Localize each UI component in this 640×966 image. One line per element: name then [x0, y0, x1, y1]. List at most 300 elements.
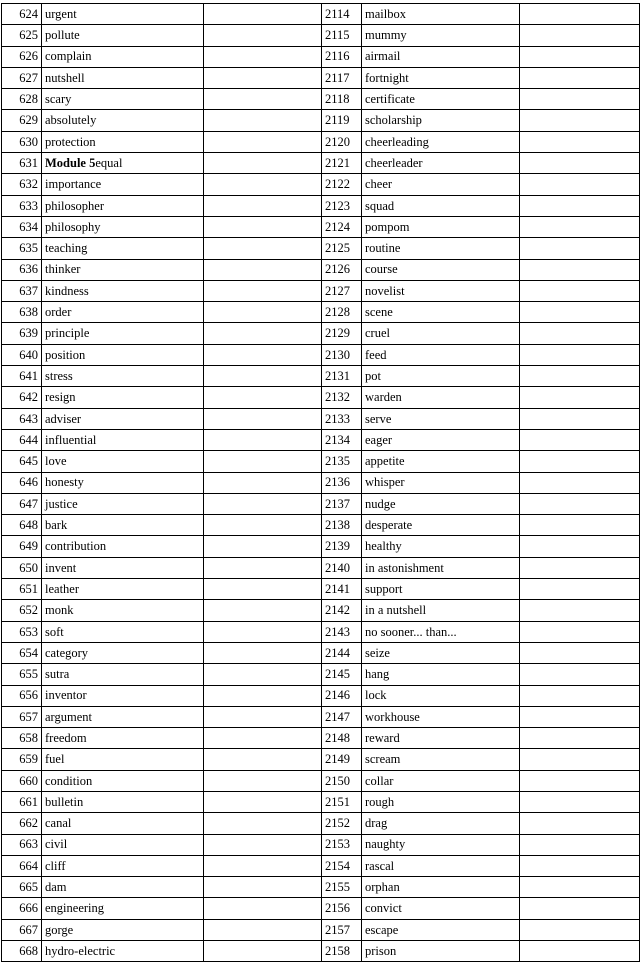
table-row [2, 259, 640, 280]
left-entry-word-cell [42, 685, 204, 706]
right-entry-number: 2135 [322, 451, 362, 472]
right-entry-number: 2141 [322, 579, 362, 600]
table-row [2, 46, 640, 67]
left-entry-number: 666 [2, 898, 42, 919]
left-entry-number: 629 [2, 110, 42, 131]
right-entry-blank [520, 515, 640, 536]
left-entry-blank [204, 877, 322, 898]
left-entry-blank [204, 366, 322, 387]
left-entry-number: 655 [2, 664, 42, 685]
right-entry-word: orphan [362, 877, 520, 898]
table-row [2, 664, 640, 685]
left-entry-blank [204, 67, 322, 88]
left-entry-number: 627 [2, 67, 42, 88]
left-entry-word: monk [45, 603, 74, 618]
left-entry-number: 648 [2, 515, 42, 536]
left-entry-number: 644 [2, 429, 42, 450]
left-entry-word: equal [95, 155, 123, 170]
right-entry-number: 2140 [322, 557, 362, 578]
right-entry-word: pompom [362, 216, 520, 237]
right-entry-word: lock [362, 685, 520, 706]
left-entry-word-cell [42, 515, 204, 536]
right-entry-word: seize [362, 642, 520, 663]
left-entry-word: category [45, 645, 89, 660]
left-entry-word-cell [42, 195, 204, 216]
left-entry-blank [204, 791, 322, 812]
left-entry-word-cell [42, 238, 204, 259]
right-entry-blank [520, 472, 640, 493]
left-entry-number: 625 [2, 25, 42, 46]
table-row [2, 813, 640, 834]
left-entry-number: 662 [2, 813, 42, 834]
left-entry-word: love [45, 454, 67, 469]
left-entry-blank [204, 770, 322, 791]
right-entry-word: pot [362, 366, 520, 387]
table-row [2, 685, 640, 706]
right-entry-word: appetite [362, 451, 520, 472]
left-entry-word: bulletin [45, 794, 84, 809]
left-entry-blank [204, 302, 322, 323]
table-row [2, 89, 640, 110]
left-entry-word-cell [42, 4, 204, 25]
table-row [2, 67, 640, 88]
table-row [2, 642, 640, 663]
left-entry-word-cell [42, 834, 204, 855]
right-entry-word: nudge [362, 493, 520, 514]
left-entry-number: 638 [2, 302, 42, 323]
left-entry-word-cell [42, 557, 204, 578]
left-entry-word: cliff [45, 858, 66, 873]
left-entry-word-cell [42, 600, 204, 621]
right-entry-word: workhouse [362, 706, 520, 727]
left-entry-word-cell [42, 536, 204, 557]
table-row [2, 110, 640, 131]
right-entry-blank [520, 46, 640, 67]
left-entry-word: condition [45, 773, 93, 788]
right-entry-blank [520, 429, 640, 450]
left-entry-number: 647 [2, 493, 42, 514]
left-entry-word: civil [45, 837, 68, 852]
left-entry-number: 626 [2, 46, 42, 67]
left-entry-word: hydro-electric [45, 943, 116, 958]
right-entry-blank [520, 153, 640, 174]
right-entry-number: 2131 [322, 366, 362, 387]
table-row [2, 855, 640, 876]
table-row [2, 834, 640, 855]
right-entry-blank [520, 408, 640, 429]
left-entry-blank [204, 898, 322, 919]
left-entry-blank [204, 174, 322, 195]
left-entry-word-cell [42, 344, 204, 365]
left-entry-word: justice [45, 496, 78, 511]
left-entry-word-cell [42, 451, 204, 472]
table-row [2, 770, 640, 791]
right-entry-blank [520, 791, 640, 812]
left-entry-blank [204, 153, 322, 174]
left-entry-number: 637 [2, 280, 42, 301]
right-entry-word: cheerleader [362, 153, 520, 174]
left-entry-blank [204, 259, 322, 280]
left-entry-word: kindness [45, 283, 89, 298]
left-entry-word-cell [42, 642, 204, 663]
right-entry-blank [520, 898, 640, 919]
left-entry-blank [204, 472, 322, 493]
left-entry-blank [204, 557, 322, 578]
left-entry-number: 654 [2, 642, 42, 663]
left-entry-word-cell [42, 131, 204, 152]
table-row [2, 579, 640, 600]
left-entry-word-cell [42, 259, 204, 280]
right-entry-word: collar [362, 770, 520, 791]
left-entry-blank [204, 4, 322, 25]
right-entry-number: 2118 [322, 89, 362, 110]
left-entry-number: 642 [2, 387, 42, 408]
right-entry-number: 2127 [322, 280, 362, 301]
left-entry-word-cell [42, 89, 204, 110]
left-entry-word-cell [42, 770, 204, 791]
right-entry-word: reward [362, 728, 520, 749]
left-entry-number: 631 [2, 153, 42, 174]
right-entry-number: 2149 [322, 749, 362, 770]
right-entry-number: 2150 [322, 770, 362, 791]
left-entry-word: principle [45, 326, 90, 341]
left-entry-word: philosopher [45, 198, 105, 213]
left-entry-word: dam [45, 880, 67, 895]
left-entry-word-cell [42, 919, 204, 940]
left-entry-number: 653 [2, 621, 42, 642]
right-entry-blank [520, 557, 640, 578]
left-entry-blank [204, 323, 322, 344]
right-entry-number: 2152 [322, 813, 362, 834]
left-entry-word: urgent [45, 6, 77, 21]
left-entry-number: 658 [2, 728, 42, 749]
left-entry-number: 668 [2, 941, 42, 962]
left-entry-word: leather [45, 581, 80, 596]
right-entry-number: 2136 [322, 472, 362, 493]
right-entry-word: prison [362, 941, 520, 962]
table-row [2, 515, 640, 536]
module-heading: Module 5 [45, 155, 96, 170]
right-entry-number: 2134 [322, 429, 362, 450]
left-entry-blank [204, 195, 322, 216]
left-entry-word-cell [42, 110, 204, 131]
left-entry-number: 660 [2, 770, 42, 791]
left-entry-word-cell [42, 67, 204, 88]
left-entry-blank [204, 408, 322, 429]
right-entry-number: 2143 [322, 621, 362, 642]
left-entry-number: 663 [2, 834, 42, 855]
left-entry-word: inventor [45, 688, 87, 703]
left-entry-word: resign [45, 390, 76, 405]
left-entry-word: canal [45, 816, 72, 831]
right-entry-number: 2145 [322, 664, 362, 685]
left-entry-word-cell [42, 408, 204, 429]
left-entry-word: influential [45, 432, 97, 447]
left-entry-number: 651 [2, 579, 42, 600]
right-entry-blank [520, 855, 640, 876]
right-entry-word: drag [362, 813, 520, 834]
right-entry-blank [520, 4, 640, 25]
right-entry-word: healthy [362, 536, 520, 557]
right-entry-number: 2146 [322, 685, 362, 706]
table-row [2, 408, 640, 429]
left-entry-blank [204, 280, 322, 301]
right-entry-word: cheerleading [362, 131, 520, 152]
right-entry-number: 2154 [322, 855, 362, 876]
left-entry-blank [204, 855, 322, 876]
table-row [2, 323, 640, 344]
table-row [2, 749, 640, 770]
left-entry-blank [204, 664, 322, 685]
left-entry-word: teaching [45, 241, 88, 256]
right-entry-blank [520, 728, 640, 749]
right-entry-blank [520, 685, 640, 706]
right-entry-blank [520, 493, 640, 514]
table-row [2, 344, 640, 365]
right-entry-word: naughty [362, 834, 520, 855]
left-entry-word-cell [42, 472, 204, 493]
right-entry-number: 2119 [322, 110, 362, 131]
right-entry-number: 2114 [322, 4, 362, 25]
right-entry-word: mailbox [362, 4, 520, 25]
right-entry-word: whisper [362, 472, 520, 493]
right-entry-blank [520, 110, 640, 131]
left-entry-word-cell [42, 855, 204, 876]
left-entry-blank [204, 131, 322, 152]
right-entry-blank [520, 451, 640, 472]
right-entry-word: in astonishment [362, 557, 520, 578]
left-entry-word: stress [45, 368, 73, 383]
table-row [2, 366, 640, 387]
right-entry-blank [520, 579, 640, 600]
right-entry-blank [520, 174, 640, 195]
right-entry-number: 2155 [322, 877, 362, 898]
left-entry-word: engineering [45, 901, 105, 916]
left-entry-blank [204, 429, 322, 450]
right-entry-word: fortnight [362, 67, 520, 88]
left-entry-word: gorge [45, 922, 74, 937]
left-entry-blank [204, 89, 322, 110]
right-entry-number: 2124 [322, 216, 362, 237]
right-entry-number: 2148 [322, 728, 362, 749]
right-entry-word: serve [362, 408, 520, 429]
right-entry-word: certificate [362, 89, 520, 110]
left-entry-number: 635 [2, 238, 42, 259]
table-row [2, 153, 640, 174]
table-row [2, 472, 640, 493]
right-entry-word: warden [362, 387, 520, 408]
left-entry-word: philosophy [45, 219, 101, 234]
right-entry-number: 2133 [322, 408, 362, 429]
left-entry-blank [204, 344, 322, 365]
table-row [2, 919, 640, 940]
left-entry-number: 624 [2, 4, 42, 25]
left-entry-blank [204, 536, 322, 557]
right-entry-number: 2157 [322, 919, 362, 940]
right-entry-number: 2128 [322, 302, 362, 323]
left-entry-word-cell [42, 791, 204, 812]
right-entry-word: rough [362, 791, 520, 812]
left-entry-number: 640 [2, 344, 42, 365]
left-entry-word: nutshell [45, 70, 85, 85]
right-entry-number: 2142 [322, 600, 362, 621]
right-entry-word: airmail [362, 46, 520, 67]
right-entry-number: 2138 [322, 515, 362, 536]
vocabulary-table [1, 3, 640, 962]
table-row [2, 557, 640, 578]
left-entry-word-cell [42, 941, 204, 962]
left-entry-word-cell [42, 216, 204, 237]
right-entry-number: 2116 [322, 46, 362, 67]
left-entry-number: 633 [2, 195, 42, 216]
left-entry-blank [204, 46, 322, 67]
right-entry-number: 2156 [322, 898, 362, 919]
right-entry-number: 2153 [322, 834, 362, 855]
right-entry-number: 2123 [322, 195, 362, 216]
left-entry-word-cell [42, 174, 204, 195]
table-row [2, 791, 640, 812]
left-entry-word-cell [42, 621, 204, 642]
right-entry-number: 2122 [322, 174, 362, 195]
right-entry-word: hang [362, 664, 520, 685]
left-entry-number: 667 [2, 919, 42, 940]
left-entry-number: 661 [2, 791, 42, 812]
table-row [2, 302, 640, 323]
left-entry-word-cell [42, 153, 204, 174]
left-entry-blank [204, 25, 322, 46]
left-entry-word: honesty [45, 475, 84, 490]
left-entry-blank [204, 642, 322, 663]
left-entry-word: soft [45, 624, 64, 639]
right-entry-blank [520, 259, 640, 280]
left-entry-word: thinker [45, 262, 81, 277]
left-entry-number: 650 [2, 557, 42, 578]
left-entry-number: 657 [2, 706, 42, 727]
left-entry-blank [204, 600, 322, 621]
left-entry-blank [204, 834, 322, 855]
left-entry-blank [204, 515, 322, 536]
right-entry-word: scholarship [362, 110, 520, 131]
right-entry-blank [520, 664, 640, 685]
left-entry-word-cell [42, 728, 204, 749]
right-entry-word: cruel [362, 323, 520, 344]
left-entry-blank [204, 919, 322, 940]
table-row [2, 706, 640, 727]
left-entry-number: 645 [2, 451, 42, 472]
table-row [2, 238, 640, 259]
table-row [2, 621, 640, 642]
right-entry-word: rascal [362, 855, 520, 876]
table-row [2, 728, 640, 749]
right-entry-blank [520, 600, 640, 621]
left-entry-word-cell [42, 877, 204, 898]
right-entry-word: routine [362, 238, 520, 259]
left-entry-number: 641 [2, 366, 42, 387]
table-row [2, 451, 640, 472]
right-entry-blank [520, 642, 640, 663]
right-entry-number: 2126 [322, 259, 362, 280]
right-entry-word: squad [362, 195, 520, 216]
left-entry-word-cell [42, 749, 204, 770]
left-entry-blank [204, 728, 322, 749]
left-entry-word-cell [42, 302, 204, 323]
right-entry-blank [520, 131, 640, 152]
right-entry-blank [520, 813, 640, 834]
right-entry-blank [520, 238, 640, 259]
left-entry-blank [204, 493, 322, 514]
table-row [2, 280, 640, 301]
left-entry-word-cell [42, 280, 204, 301]
table-row [2, 216, 640, 237]
left-entry-word-cell [42, 366, 204, 387]
right-entry-blank [520, 366, 640, 387]
left-entry-word: protection [45, 134, 96, 149]
right-entry-blank [520, 941, 640, 962]
left-entry-number: 634 [2, 216, 42, 237]
right-entry-word: eager [362, 429, 520, 450]
left-entry-number: 628 [2, 89, 42, 110]
table-row [2, 898, 640, 919]
left-entry-word: importance [45, 177, 102, 192]
right-entry-word: escape [362, 919, 520, 940]
table-row [2, 877, 640, 898]
left-entry-word: argument [45, 709, 92, 724]
table-row [2, 536, 640, 557]
right-entry-number: 2132 [322, 387, 362, 408]
left-entry-word-cell [42, 493, 204, 514]
right-entry-blank [520, 749, 640, 770]
right-entry-number: 2144 [322, 642, 362, 663]
left-entry-word: fuel [45, 752, 65, 767]
right-entry-word: support [362, 579, 520, 600]
left-entry-word-cell [42, 706, 204, 727]
right-entry-blank [520, 280, 640, 301]
right-entry-number: 2121 [322, 153, 362, 174]
right-entry-number: 2130 [322, 344, 362, 365]
right-entry-number: 2115 [322, 25, 362, 46]
left-entry-blank [204, 621, 322, 642]
left-entry-word: absolutely [45, 113, 97, 128]
left-entry-blank [204, 685, 322, 706]
left-entry-number: 652 [2, 600, 42, 621]
right-entry-blank [520, 216, 640, 237]
right-entry-word: no sooner... than... [362, 621, 520, 642]
table-row [2, 4, 640, 25]
left-entry-number: 664 [2, 855, 42, 876]
right-entry-word: cheer [362, 174, 520, 195]
right-entry-number: 2158 [322, 941, 362, 962]
right-entry-number: 2120 [322, 131, 362, 152]
left-entry-blank [204, 813, 322, 834]
left-entry-blank [204, 451, 322, 472]
left-entry-word-cell [42, 25, 204, 46]
left-entry-number: 659 [2, 749, 42, 770]
table-row [2, 174, 640, 195]
left-entry-word-cell [42, 898, 204, 919]
left-entry-blank [204, 706, 322, 727]
left-entry-word-cell [42, 323, 204, 344]
right-entry-blank [520, 89, 640, 110]
right-entry-number: 2147 [322, 706, 362, 727]
right-entry-blank [520, 25, 640, 46]
left-entry-number: 646 [2, 472, 42, 493]
left-entry-word: pollute [45, 28, 80, 43]
left-entry-number: 643 [2, 408, 42, 429]
left-entry-word: freedom [45, 730, 87, 745]
left-entry-word: position [45, 347, 86, 362]
right-entry-blank [520, 536, 640, 557]
right-entry-word: novelist [362, 280, 520, 301]
